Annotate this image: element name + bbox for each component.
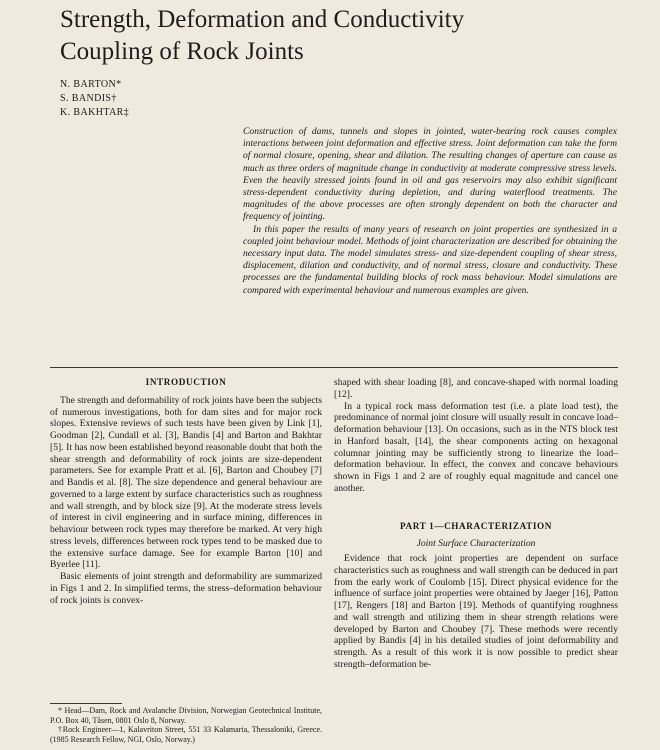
footnote-divider — [50, 703, 122, 704]
right-column — [334, 377, 618, 671]
author-list — [60, 78, 129, 120]
footnote: †Rock Engineer—1, Kalavriton Street, 551 33 Kalamaria, Thessaloniki, Greece. (1985 Research Fellow, NGI, Oslo, Norway.) — [50, 725, 322, 744]
footnote: * Head—Dam, Rock and Avalanche Division, Norwegian Geotechnical Institute, P.O. Box 40, Tåsen, 0801 Oslo 8, Norway. — [50, 706, 322, 725]
abstract-paragraph: In this paper the results of many years of research on joint properties are synthesized in a coupled joint behaviour model. Methods of joint characterization are described for obtaining the necessary input data. The model simulates stress- and size-dependent coupling of shear stress, displacement, dilation and conductivity, and of normal stress, closure and conductivity. These processes are the fundamental building blocks of rock mass behaviour. Model simulations are compared with experimental behaviour and numerous examples are given. — [243, 223, 617, 296]
author: K. BAKHTAR‡ — [60, 107, 130, 118]
section-divider — [50, 367, 618, 368]
introduction-heading: INTRODUCTION — [145, 377, 227, 387]
section-subheading: Joint Surface Characterization — [416, 538, 536, 550]
author: S. BANDIS† — [60, 93, 117, 104]
body-paragraph: The strength and deformability of rock joints have been the subjects of numerous investigations, both for dam sites and for major rock slopes. Extensive reviews of such tests have been given by Link [1], Goodman [2], Cundall et al. [3], Bandis [4] and Barton and Bakhtar [5]. It has now been established beyond reasonable doubt that both the shear strength and deformability of rock joints are size-dependent parameters. See for example Pratt et al. [6], Barton and Choubey [7] and Bandis et al. [8]. The size dependence and general behaviour are governed to a large extent by surface characteristics such as roughness and wall strength, and by block size [9]. At the moderate stress levels of interest in civil engineering and in surface mining, differences in behaviour between rock types may therefore be marked. At very high stress levels, differences between rock types tend to be masked due to the extensive surface damage. See for example Barton [10] and Byerlee [11]. — [50, 394, 322, 571]
title-line-1: Strength, Deformation and Conductivity — [60, 6, 465, 33]
spacer — [334, 495, 618, 521]
left-column — [50, 377, 322, 606]
body-paragraph: In a typical rock mass deformation test (i.e. a plate load test), the predominance of normal joint closure will usually result in concave load–deformation behaviour [13]. On occasions, such as in the NTS block test in Hanford basalt, [14], the shear components acting on hexagonal columnar jointing may be sufficiently strong to linearize the load–deformation behaviour. In effect, the convex and concave behaviours shown in Figs 1 and 2 are of roughly equal magnitude and cancel one another. — [334, 400, 618, 494]
abstract-paragraph: Construction of dams, tunnels and slopes in jointed, water-bearing rock causes complex interactions between joint deformation and effective stress. Joint deformation can take the form of normal closure, opening, shear and dilation. The resulting changes of aperture can cause as much as three orders of magnitude change in conductivity at moderate compressive stress levels. Even the heavily stressed joints found in oil and gas reservoirs may also exhibit significant stress-dependent conductivity during depletion, and during waterflood treatments. The magnitudes of the above processes are often strongly dependent on both the character and frequency of jointing. — [243, 126, 617, 223]
abstract — [243, 126, 617, 297]
body-paragraph: Evidence that rock joint properties are dependent on surface characteristics such as roughness and wall strength can be deduced in part from the early work of Coulomb [15]. Direct physical evidence for the influence of surface joint properties were obtained by Jaeger [16], Patton [17], Rengers [18] and Barton [19]. Methods of quantifying roughness and wall strength and utilizing them in shear strength relations were developed by Barton and Choubey [7]. These methods were recently applied by Bandis [4] in his detailed studies of joint deformability and strength. As a result of this work it is now possible to predict shear strength–deformation be- — [334, 553, 618, 670]
body-paragraph: Basic elements of joint strength and deformability are summarized in Figs 1 and 2. In simplified terms, the stress–deformation behaviour of rock joints is convex- — [50, 571, 322, 606]
footnotes — [50, 706, 322, 744]
part-heading: PART 1—CHARACTERIZATION — [399, 520, 553, 531]
paper-title — [60, 4, 620, 68]
title-line-2: Coupling of Rock Joints — [60, 38, 304, 65]
author: N. BARTON* — [60, 79, 122, 90]
body-paragraph: shaped with shear loading [8], and concave-shaped with normal loading [12]. — [334, 377, 618, 400]
